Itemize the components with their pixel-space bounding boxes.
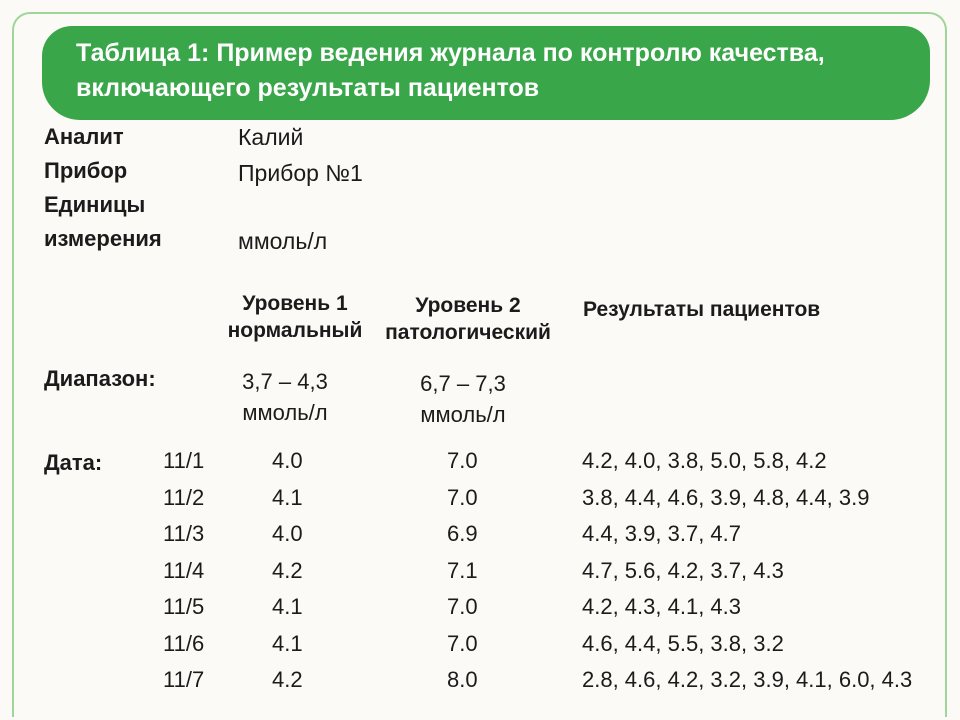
level-1-cell: 4.0: [272, 521, 303, 546]
patients-cell: 4.4, 3.9, 3.7, 4.7: [582, 521, 742, 546]
level-1-cell: 4.1: [272, 594, 303, 619]
units-label-line-2: измерения: [44, 226, 162, 251]
level-1-cell: 4.2: [272, 557, 303, 583]
title-line-1: Таблица 1: Пример ведения журнала по контролю качества,: [76, 39, 825, 67]
units-value: ммоль/л: [238, 228, 328, 254]
date-cell: 11/1: [163, 448, 205, 473]
patients-cell: 4.2, 4.0, 3.8, 5.0, 5.8, 4.2: [582, 448, 827, 473]
level-1-cell: 4.0: [272, 448, 303, 473]
level-1-cell: 4.1: [272, 630, 303, 656]
patients-cell: 4.2, 4.3, 4.1, 4.3: [582, 594, 742, 619]
date-cell: 11/7: [163, 667, 205, 692]
patients-cell: 3.8, 4.4, 4.6, 3.9, 4.8, 4.4, 3.9: [582, 484, 870, 510]
date-cell: 11/5: [163, 594, 205, 619]
instrument-value: Прибор №1: [238, 160, 363, 186]
range-level-1-values: 3,7 – 4,3: [242, 369, 328, 394]
date-cell: 11/2: [163, 484, 205, 510]
level-2-cell: 7.0: [447, 484, 478, 510]
range-label: Диапазон:: [44, 366, 156, 391]
level-1-cell: 4.1: [272, 484, 303, 510]
level-2-cell: 8.0: [447, 667, 478, 692]
table-row: [0, 667, 960, 704]
table-row: [0, 594, 960, 631]
level-2-cell: 7.0: [447, 630, 478, 656]
table-row: [0, 558, 960, 595]
range-level-2: [388, 368, 538, 430]
analyte-value: Калий: [238, 124, 304, 150]
patients-cell: 4.6, 4.4, 5.5, 3.8, 3.2: [582, 630, 784, 656]
patients-cell: 2.8, 4.6, 4.2, 3.2, 3.9, 4.1, 6.0, 4.3: [582, 667, 913, 692]
patients-cell: 4.7, 5.6, 4.2, 3.7, 4.3: [582, 557, 784, 583]
title-banner: [42, 26, 930, 120]
level-1-subtitle: нормальный: [227, 319, 363, 342]
level-2-cell: 6.9: [447, 521, 478, 546]
table-row: [0, 631, 960, 668]
date-cell: 11/3: [163, 521, 205, 546]
table-row: [0, 521, 960, 558]
units-label-line-1: Единицы: [44, 192, 146, 217]
title-line-2: включающего результаты пациентов: [76, 74, 540, 102]
qc-log-table: [0, 448, 960, 704]
date-label: Дата:: [44, 450, 103, 475]
column-header-patients: Результаты пациентов: [583, 298, 821, 321]
table-row: [0, 485, 960, 522]
level-1-cell: 4.2: [272, 667, 303, 692]
range-level-1: [210, 366, 360, 428]
level-2-cell: 7.0: [447, 594, 478, 619]
instrument-label: Прибор: [44, 158, 128, 183]
level-1-title: Уровень 1: [242, 292, 348, 315]
column-header-level-2: [368, 292, 568, 346]
range-level-2-values: 6,7 – 7,3: [420, 371, 506, 396]
range-level-2-units: ммоль/л: [420, 402, 506, 427]
level-2-cell: 7.0: [447, 448, 478, 473]
date-cell: 11/6: [163, 630, 205, 656]
level-2-cell: 7.1: [447, 557, 478, 583]
level-2-subtitle: патологический: [385, 321, 551, 344]
column-header-level-1: [200, 290, 390, 344]
analyte-label: Аналит: [44, 124, 124, 149]
table-row: [0, 448, 960, 485]
level-2-title: Уровень 2: [415, 294, 521, 317]
date-cell: 11/4: [163, 557, 205, 583]
range-level-1-units: ммоль/л: [242, 400, 328, 425]
